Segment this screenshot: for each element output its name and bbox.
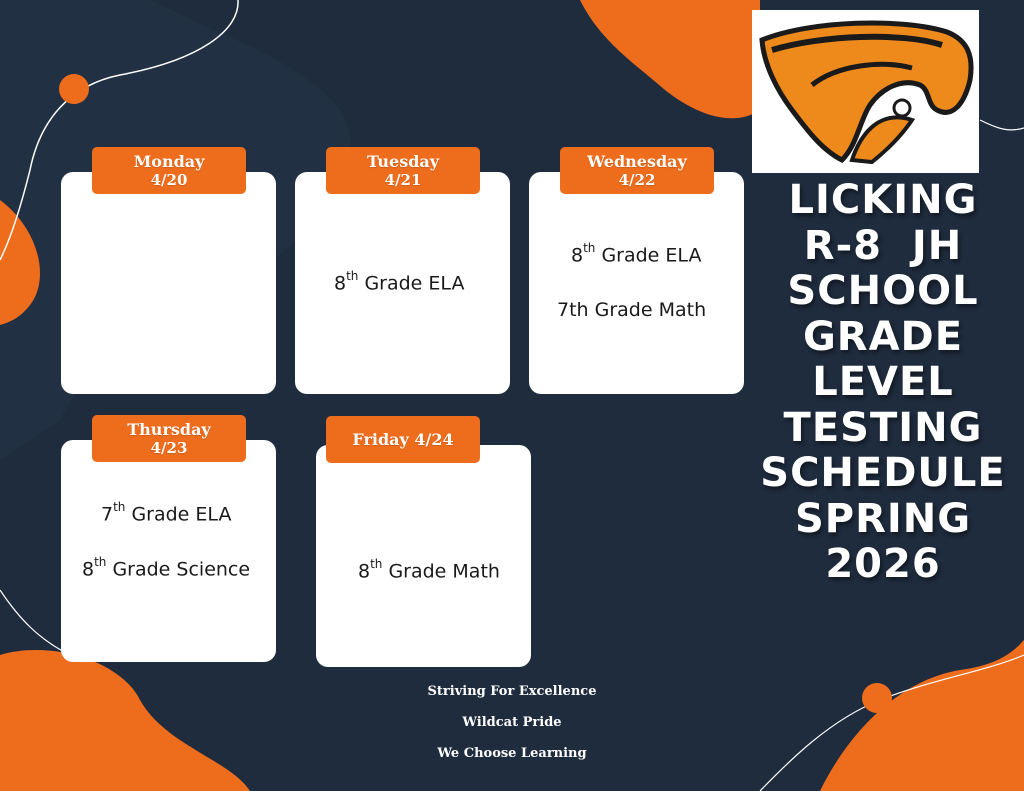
day-date: 4/22 [618, 170, 656, 189]
title-line: GRADE [802, 313, 964, 360]
title-line: SPRING [794, 495, 972, 542]
wildcat-logo [752, 10, 979, 173]
schedule-entry: 8th Grade ELA [571, 241, 702, 267]
page-title [748, 178, 1018, 588]
day-card-thursday [61, 440, 276, 662]
motto: Wildcat Pride [462, 715, 562, 730]
title-line: SCHEDULE [760, 450, 1006, 496]
wildcat-logo-icon [752, 10, 979, 173]
motto: Striving For Excellence [427, 684, 597, 699]
schedule-entry: 7th Grade ELA [101, 500, 232, 526]
schedule-entry: 8th Grade ELA [334, 269, 465, 295]
title-line: R-8 JH [803, 222, 963, 269]
day-tab-tuesday [326, 147, 480, 194]
schedule-entry: 8th Grade Math [358, 557, 500, 583]
footer-mottos [392, 682, 632, 775]
day-date: 4/23 [150, 438, 188, 457]
day-tab-wednesday [560, 147, 714, 194]
day-card-friday [316, 445, 531, 667]
schedule-entry: 7th Grade Math [557, 299, 707, 321]
day-card-wednesday [529, 172, 744, 394]
day-name: Tuesday [366, 151, 440, 171]
day-label: Friday 4/24 [352, 430, 454, 449]
day-date: 4/20 [150, 170, 188, 189]
title-line: TESTING [783, 404, 983, 451]
motto: We Choose Learning [437, 746, 587, 761]
schedule-entry: 8th Grade Science [82, 555, 251, 581]
day-name: Wednesday [587, 151, 687, 171]
title-line: 2026 [825, 541, 941, 587]
title-line: SCHOOL [787, 268, 979, 314]
day-date: 4/21 [384, 170, 422, 189]
day-tab-monday [92, 147, 246, 194]
title-line: LICKING [788, 177, 978, 223]
day-tab-friday [326, 416, 480, 463]
day-name: Monday [133, 151, 205, 171]
title-line: LEVEL [812, 359, 954, 405]
day-name: Thursday [127, 419, 211, 439]
day-card-monday [61, 172, 276, 394]
day-tab-thursday [92, 415, 246, 462]
